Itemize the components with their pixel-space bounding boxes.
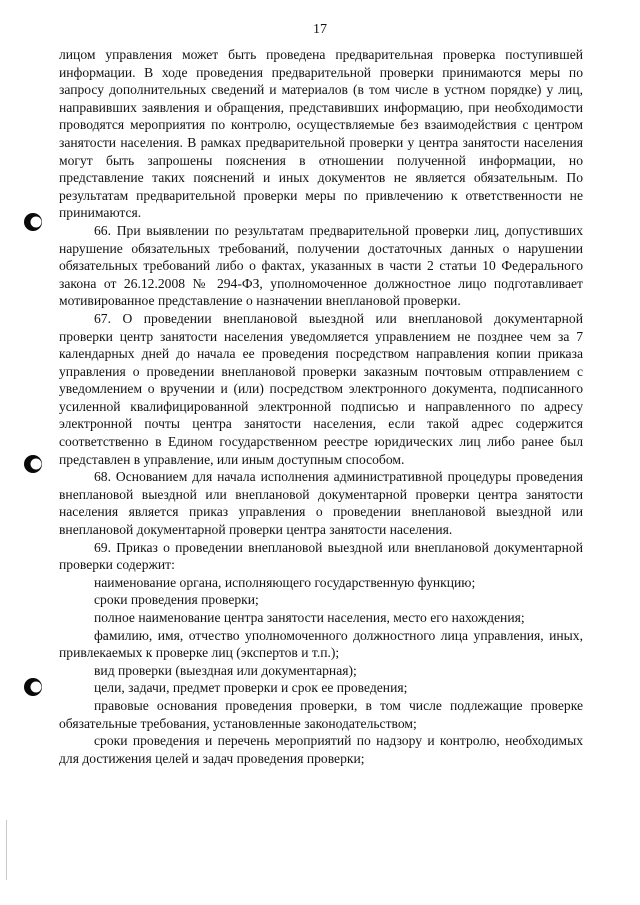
list-item: сроки проведения и перечень мероприятий по надзору и контролю, необходимых для достижения целей и задач проведения проверки; <box>59 733 583 766</box>
paragraph-68: 68. Основанием для начала исполнения административной процедуры проведения внеплановой выездной или внеплановой документарной проверки центра занятости населения является приказ управления о проведении внеплановой выездной или внеплановой документарной проверки центра занятости населения. <box>59 469 583 538</box>
punch-hole-icon <box>22 676 44 698</box>
paragraph-67: 67. О проведении внеплановой выездной или внеплановой документарной проверки центр занятости населения уведомляется управлением не позднее чем за 7 календарных дней до начала ее проведения посредством направления копии приказа управления о проведении внеплановой проверки заказным почтовым отправлением с уведомлением о вручении и (или) посредством электронного документа, подписанного усиленной квалифицированной электронной подписью и направленного по адресу электронной почты центра занятости населения, если такой адрес содержится соответственно в Едином государственном реестре юридических лиц либо ранее был представлен в управление, или иным доступным способом. <box>59 310 583 467</box>
list-item: цели, задачи, предмет проверки и срок ее проведения; <box>94 680 408 696</box>
punch-hole-icon <box>22 211 44 233</box>
paragraph-66: 66. При выявлении по результатам предварительной проверки лиц, допустивших нарушение обязательных требований, получении достаточных данных о нарушении обязательных требований либо о фактах, указанных в части 2 статьи 10 Федерального закона от 26.12.2008 № 294-ФЗ, уполномоченное должностное лицо подготавливает мотивированное представление о назначении внеплановой проверки. <box>59 222 583 309</box>
list-item: наименование органа, исполняющего государственную функцию; <box>94 574 476 590</box>
list-item: вид проверки (выездная или документарная); <box>94 662 357 678</box>
list-item: фамилию, имя, отчество уполномоченного должностного лица управления, иных, привлекаемых к проверке лиц (экспертов и т.п.); <box>59 627 583 661</box>
paragraph-continuation: лицом управления может быть проведена предварительная проверка поступившей информации. В ходе проведения предварительной проверки принимаются меры по запросу дополнительных сведений и материалов (в том числе в устном порядке) у лиц, направивших заявления и обращения, представивших информацию, при необходимости проводятся мероприятия по контролю, осуществляемые без взаимодействия с центром занятости населения. В рамках предварительной проверки у центра занятости населения могут быть запрошены пояснения в отношении полученной информации, но представление таких пояснений и иных документов не является обязательным. По результатам предварительной проверки меры по привлечению к ответственности не принимаются. <box>59 47 583 221</box>
scan-edge-line <box>6 820 7 880</box>
document-body <box>59 46 583 767</box>
list-item: полное наименование центра занятости населения, место его нахождения; <box>94 610 525 625</box>
paragraph-69: 69. Приказ о проведении внеплановой выездной или внеплановой документарной проверки содержит: <box>59 539 583 573</box>
list-item: сроки проведения проверки; <box>94 592 259 608</box>
page-number: 17 <box>313 22 327 37</box>
list-item: правовые основания проведения проверки, в том числе подлежащие проверке обязательные требования, установленные законодательством; <box>59 697 583 731</box>
punch-hole-icon <box>22 453 44 475</box>
